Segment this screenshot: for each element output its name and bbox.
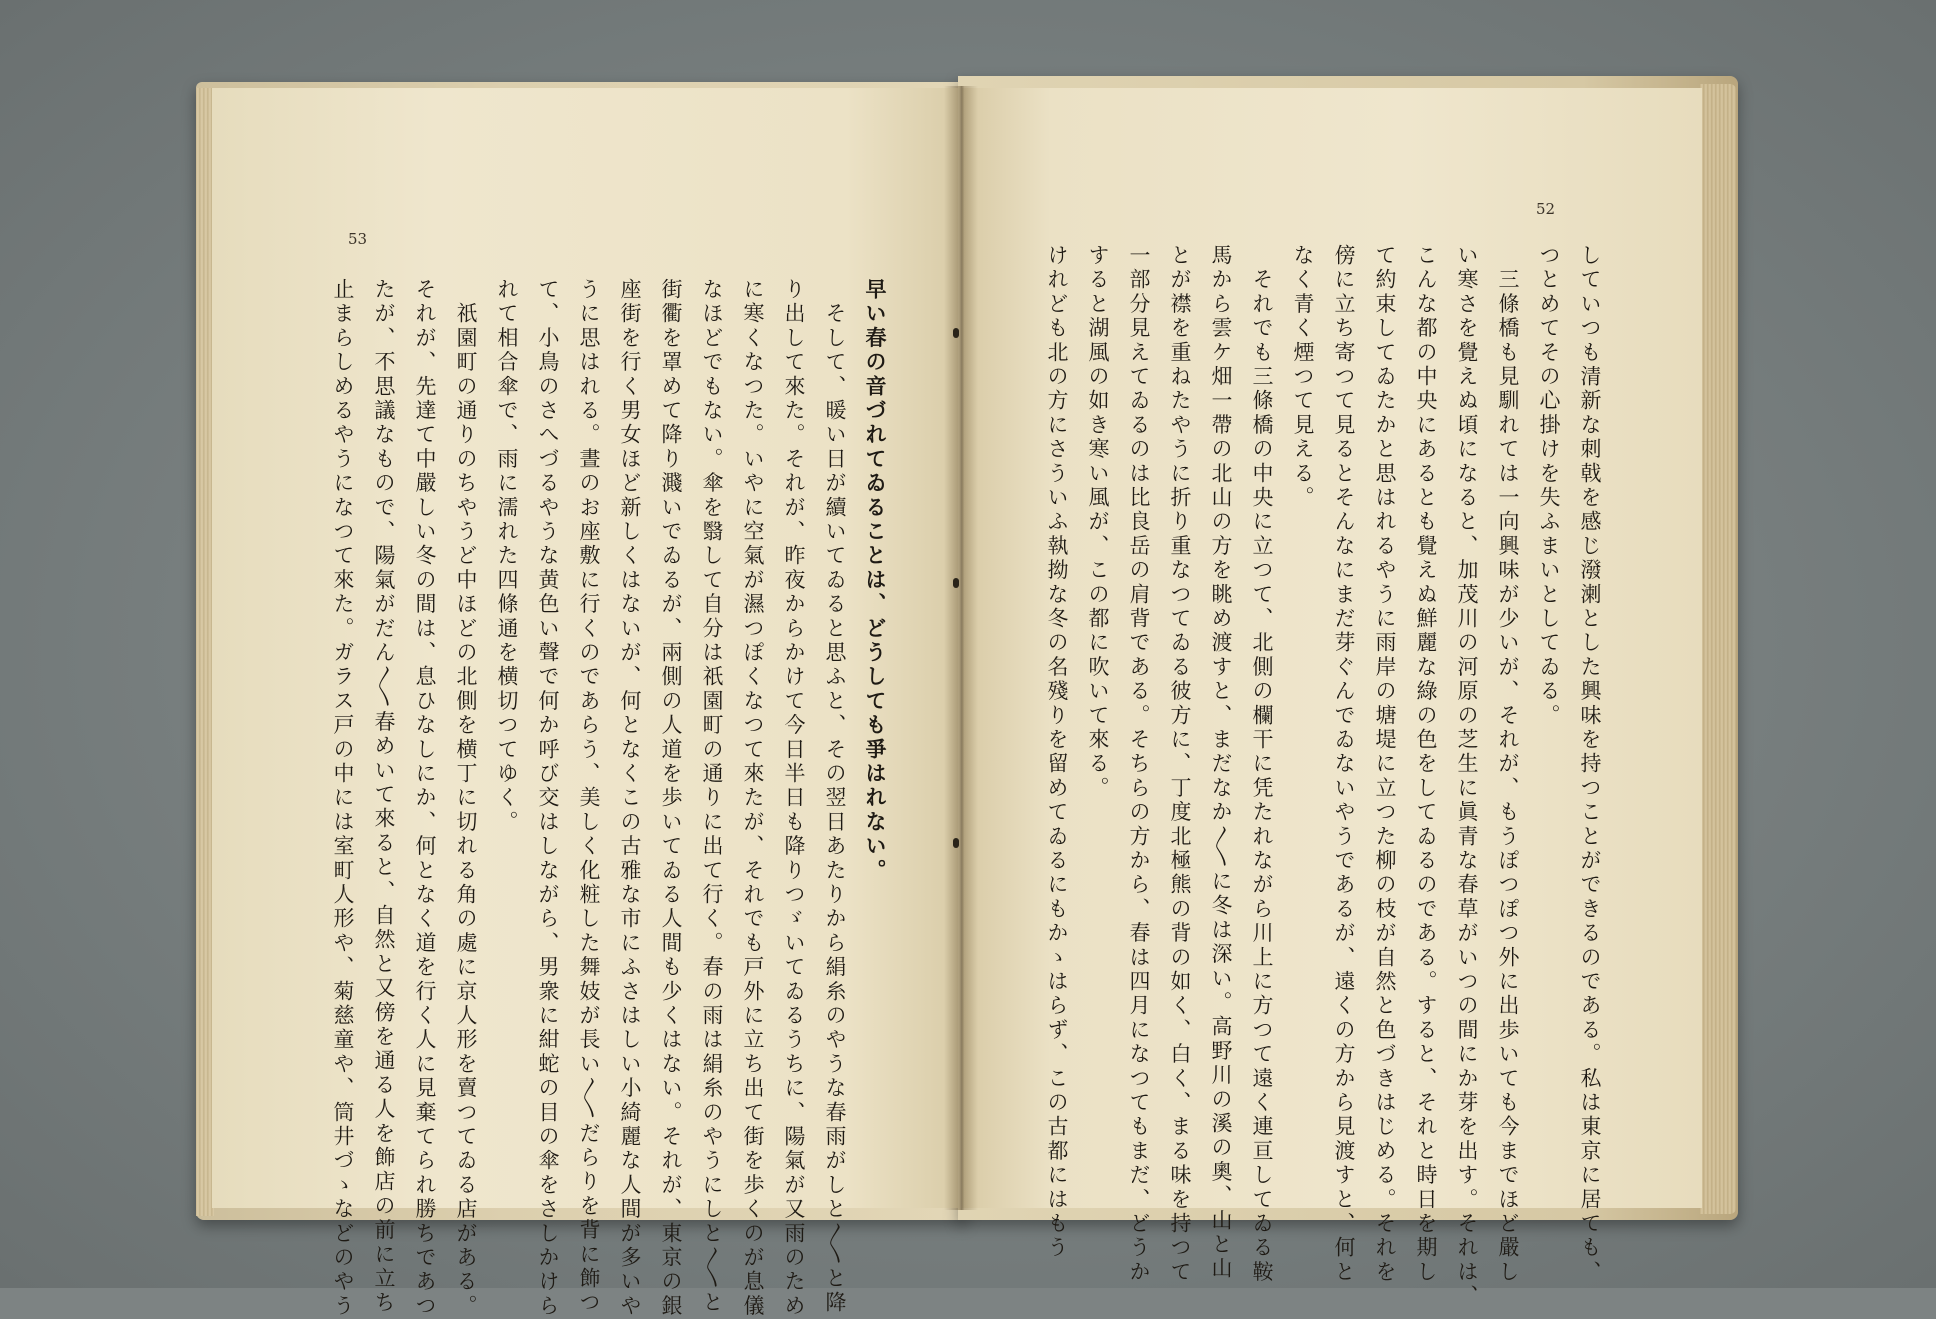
text-line: に寒くなつた。いやに空氣が濕つぽくなつて來たが、それでも戸外に立ち出て街を歩くのが息儀 (741, 278, 765, 1319)
right-page-text (1036, 244, 1610, 1309)
text-line: けれども北の方にさういふ執拗な冬の名殘りを留めてゐるにもかゝはらず、この古都にはもう (1045, 244, 1069, 1261)
binding-stitch (953, 328, 959, 338)
binding-stitch (953, 578, 959, 588)
text-line: とが襟を重ねたやうに折り重なつてゐる彼方に、丁度北極熊の背の如く、白く、まる味を持つて (1168, 244, 1192, 1285)
binding-stitch (953, 838, 959, 848)
text-line: れて相合傘で、雨に濡れた四條通を横切つてゆく。 (495, 278, 519, 835)
text-line: 三條橋も見馴れては一向興味が少いが、それが、もうぽつぽつ外に出歩いても今までほど嚴し (1496, 244, 1520, 1285)
text-line: それでも三條橋の中央に立つて、北側の欄干に凭たれながら川上に方つて遠く連亘してゐる鞍 (1250, 244, 1274, 1285)
text-line: たが、不思議なもので、陽氣がだん〳〵春めいて來ると、自然と又傍を通る人を飾店の前に立ち (372, 278, 396, 1316)
text-line: て約束してゐたかと思はれるやうに雨岸の塘堤に立つた柳の枝が自然と色づきはじめる。それを (1373, 244, 1397, 1285)
text-line: 祇園町の通りのちやうど中ほどの北側を横丁に切れる角の處に京人形を賣つてゐる店がある。 (454, 278, 478, 1319)
text-line: 早い春の音づれてゐることは、どうしても爭はれない。 (863, 278, 888, 883)
text-line: 馬から雲ケ畑一帶の北山の方を眺め渡すと、まだなか〳〵に冬は深い。高野川の溪の奧、山と山 (1209, 244, 1233, 1282)
text-line: そして、暖い日が續いてゐると思ふと、その翌日あたりから絹糸のやうな春雨がしと〳〵と降 (823, 278, 847, 1316)
text-line: うに思はれる。晝のお座敷に行くのであらう、美しく化粧した舞妓が長い〳〵だらりを背に飾つ (577, 278, 601, 1316)
text-line: 止まらしめるやうになつて來た。ガラス戸の中には室町人形や、菊慈童や、筒井づゝなどのやう (331, 278, 355, 1319)
left-page (212, 88, 958, 1319)
text-line: 一部分見えてゐるのは比良岳の肩背である。そちらの方から、春は四月になつてもまだ、どうか (1127, 244, 1151, 1285)
text-line: していつも清新な刺戟を感じ潑溂とした興味を持つことができるのである。私は東京に居ても、 (1578, 244, 1602, 1285)
left-page-text (322, 278, 896, 1319)
text-line: て、小鳥のさへづるやうな黄色い聲で何か呼び交はしながら、男衆に紺蛇の目の傘をさしかけら (536, 278, 560, 1319)
text-line: すると湖風の如き寒い風が、この都に吹いて來る。 (1086, 244, 1110, 801)
text-line: り出して來た。それが、昨夜からかけて今日半日も降りつゞいてゐるうちに、陽氣が又雨のため (782, 278, 806, 1319)
text-line: 座街を行く男女ほど新しくはないが、何となくこの古雅な市にふさはしい小綺麗な人間が多いや (618, 278, 642, 1319)
left-page-number: 53 (348, 230, 368, 248)
text-line: なほどでもない。傘を翳して自分は祇園町の通りに出て行く。春の雨は絹糸のやうにしと〳〵と (700, 278, 724, 1316)
right-page-number: 52 (1536, 200, 1556, 218)
right-page-edges (1700, 84, 1736, 1214)
text-line: 街衢を罩めて降り濺いでゐるが、兩側の人道を歩いてゐる人間も少くはない。それが、東京の銀 (659, 278, 683, 1319)
right-page (962, 88, 1702, 1309)
text-line: つとめてその心掛けを失ふまいとしてゐる。 (1537, 244, 1561, 728)
text-line: こんな都の中央にあるとも覺えぬ鮮麗な綠の色をしてゐるのである。すると、それと時日を期し (1414, 244, 1438, 1285)
book-gutter (944, 86, 978, 1210)
text-line: なく青く煙つて見える。 (1291, 244, 1315, 511)
text-line: 傍に立ち寄つて見るとそんなにまだ芽ぐんでゐないやうであるが、遠くの方から見渡すと、何と (1332, 244, 1356, 1285)
text-line: それが、先達て中嚴しい冬の間は、息ひなしにか、何となく道を行く人に見棄てられ勝ちであつ (413, 278, 437, 1319)
text-line: い寒さを覺えぬ頃になると、加茂川の河原の芝生に眞青な春草がいつの間にか芽を出す。それは、 (1455, 244, 1479, 1309)
